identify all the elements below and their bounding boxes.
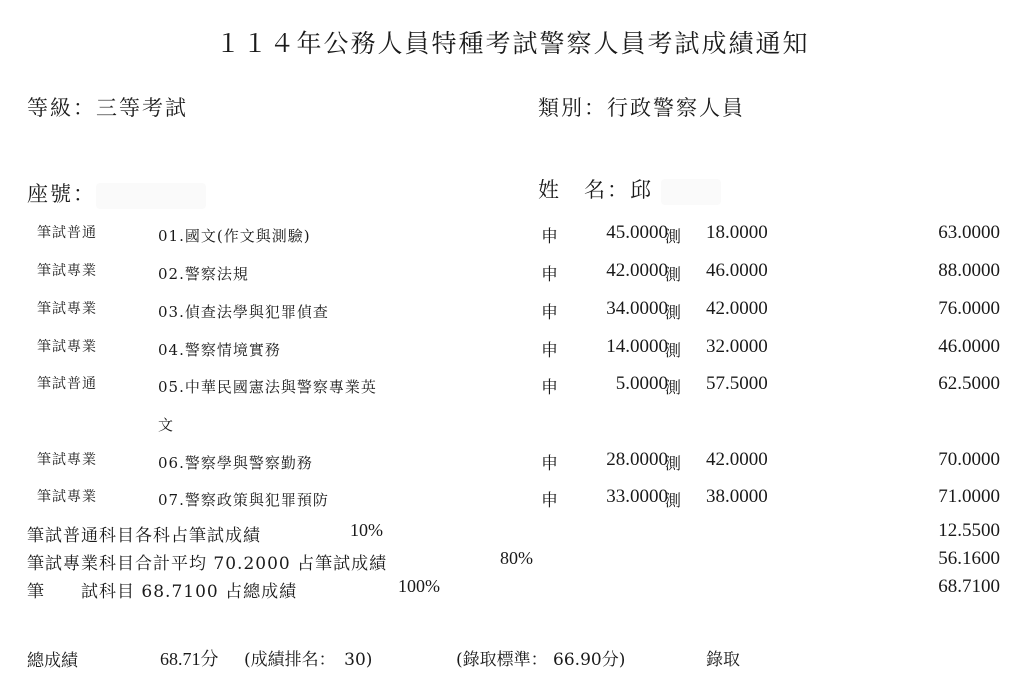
test-score: 38.0000 bbox=[706, 486, 768, 507]
page-title: １１４年公務人員特種考試警察人員考試成績通知 bbox=[215, 29, 810, 58]
essay-score: 5.0000 bbox=[615, 373, 668, 394]
test-score: 42.0000 bbox=[706, 298, 768, 319]
subject-total: 71.0000 bbox=[938, 486, 1000, 507]
subject-name: 02.警察法規 bbox=[158, 265, 249, 283]
ce-label: 測 bbox=[665, 378, 682, 397]
test-score: 46.0000 bbox=[706, 260, 768, 281]
ce-label: 測 bbox=[665, 491, 682, 510]
subject-total: 63.0000 bbox=[938, 222, 1000, 243]
seat-value-redacted bbox=[96, 183, 206, 209]
essay-score: 33.0000 bbox=[606, 486, 668, 507]
written-exam-weight-label: 筆 試科目 68.7100 占總成績 bbox=[27, 582, 298, 602]
essay-score: 34.0000 bbox=[606, 298, 668, 319]
rank-text: (成績排名： 30) bbox=[244, 650, 373, 670]
subject-type: 筆試普通 bbox=[37, 225, 97, 241]
test-score: 18.0000 bbox=[706, 222, 768, 243]
subject-name: 01.國文(作文與測驗) bbox=[158, 227, 311, 245]
general-subjects-weight-label: 筆試普通科目各科占筆試成績 bbox=[27, 526, 261, 546]
general-subjects-pct: 10% bbox=[350, 520, 383, 540]
final-score: 68.71分 bbox=[160, 649, 219, 669]
ce-label: 測 bbox=[665, 227, 682, 246]
exam-category: 類別：行政警察人員 bbox=[538, 96, 745, 120]
subject-name: 07.警察政策與犯罪預防 bbox=[158, 491, 329, 509]
admission-result: 錄取 bbox=[706, 650, 740, 670]
candidate-name bbox=[538, 174, 721, 205]
essay-score: 28.0000 bbox=[606, 449, 668, 470]
professional-subjects-total: 56.1600 bbox=[938, 548, 1000, 569]
subject-total: 88.0000 bbox=[938, 260, 1000, 281]
shen-label: 申 bbox=[541, 491, 558, 511]
ce-label: 測 bbox=[665, 341, 682, 360]
written-exam-pct: 100% bbox=[398, 576, 440, 596]
subject-type: 筆試普通 bbox=[37, 376, 97, 392]
subject-type: 筆試專業 bbox=[37, 263, 97, 279]
shen-label: 申 bbox=[541, 265, 558, 285]
essay-score: 14.0000 bbox=[606, 336, 668, 357]
subject-type: 筆試專業 bbox=[37, 489, 97, 505]
subject-name: 03.偵查法學與犯罪偵查 bbox=[158, 303, 329, 321]
exam-level: 等級：三等考試 bbox=[27, 96, 188, 120]
shen-label: 申 bbox=[541, 378, 558, 398]
subject-type: 筆試專業 bbox=[37, 452, 97, 468]
shen-label: 申 bbox=[541, 341, 558, 361]
ce-label: 測 bbox=[665, 454, 682, 473]
seat-number bbox=[27, 178, 206, 209]
general-subjects-total: 12.5500 bbox=[938, 520, 1000, 541]
shen-label: 申 bbox=[541, 227, 558, 247]
shen-label: 申 bbox=[541, 454, 558, 474]
name-value-redacted bbox=[661, 179, 721, 205]
ce-label: 測 bbox=[665, 265, 682, 284]
seat-label: 座號： bbox=[27, 182, 96, 206]
test-score: 42.0000 bbox=[706, 449, 768, 470]
essay-score: 45.0000 bbox=[606, 222, 668, 243]
subject-total: 70.0000 bbox=[938, 449, 1000, 470]
admission-standard: (錄取標準： 66.90分) bbox=[456, 650, 626, 670]
test-score: 32.0000 bbox=[706, 336, 768, 357]
subject-total: 62.5000 bbox=[938, 373, 1000, 394]
subject-total: 46.0000 bbox=[938, 336, 1000, 357]
test-score: 57.5000 bbox=[706, 373, 768, 394]
subject-total: 76.0000 bbox=[938, 298, 1000, 319]
written-exam-total: 68.7100 bbox=[938, 576, 1000, 597]
subject-type: 筆試專業 bbox=[37, 301, 97, 317]
professional-subjects-weight-label: 筆試專業科目合計平均 70.2000 占筆試成績 bbox=[27, 554, 388, 574]
subject-name: 04.警察情境實務 bbox=[158, 341, 281, 359]
subject-name-continued: 文 bbox=[158, 416, 175, 434]
subject-name: 05.中華民國憲法與警察專業英 bbox=[158, 378, 377, 396]
subject-name: 06.警察學與警察勤務 bbox=[158, 454, 313, 472]
subject-type: 筆試專業 bbox=[37, 339, 97, 355]
essay-score: 42.0000 bbox=[606, 260, 668, 281]
shen-label: 申 bbox=[541, 303, 558, 323]
name-label: 姓 名：邱 bbox=[538, 178, 653, 202]
professional-subjects-pct: 80% bbox=[500, 548, 533, 568]
ce-label: 測 bbox=[665, 303, 682, 322]
final-score-label: 總成績 bbox=[27, 651, 78, 671]
